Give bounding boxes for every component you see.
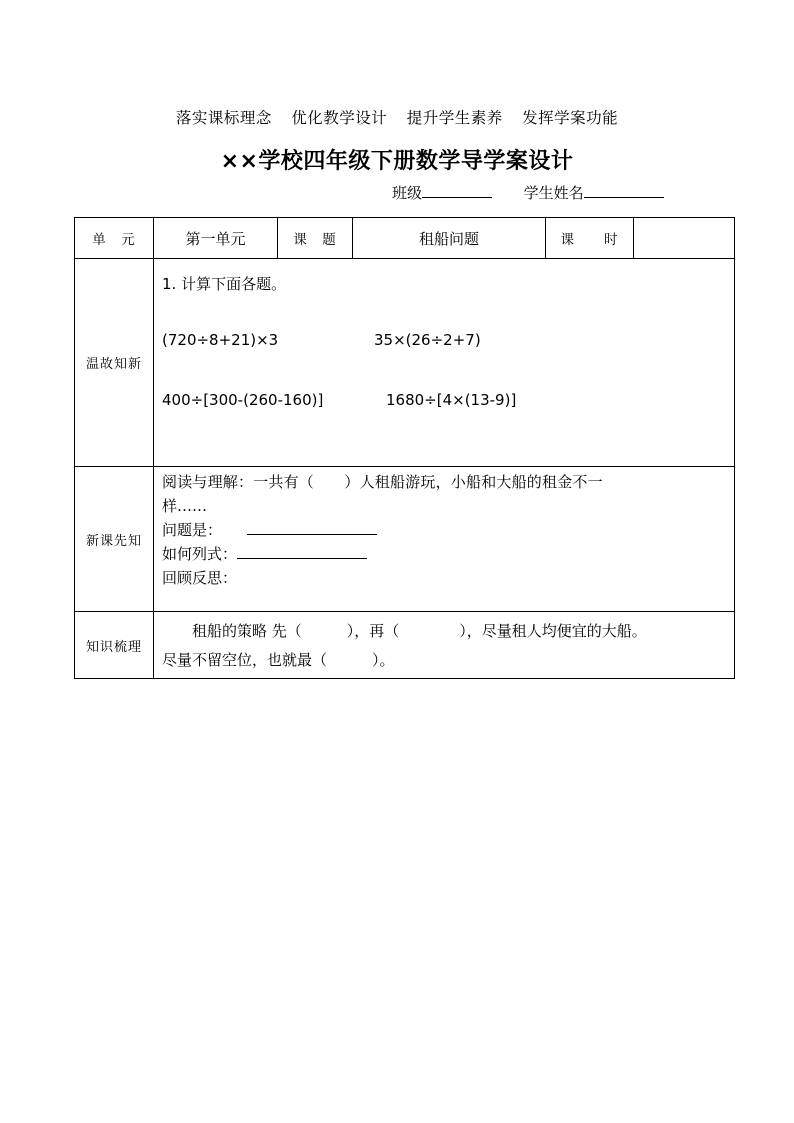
review-label: 温故知新	[75, 259, 154, 467]
motto-line	[0, 106, 794, 128]
formula-label: 如何列式：	[162, 545, 238, 563]
preview-row	[75, 467, 735, 612]
reflection-label: 回顾反思：	[162, 569, 238, 587]
class-blank[interactable]	[422, 183, 492, 198]
topic-value: 租船问题	[353, 218, 546, 259]
exercise-1: (720÷8+21)×3	[162, 331, 279, 349]
review-instruction: 1. 计算下面各题。	[162, 275, 287, 293]
period-label: 课 时	[546, 218, 634, 259]
review-row	[75, 259, 735, 467]
class-label: 班级	[392, 184, 423, 202]
class-name-line	[392, 182, 664, 203]
summary-label: 知识梳理	[75, 612, 154, 679]
period-value[interactable]	[634, 218, 735, 259]
unit-value: 第一单元	[154, 218, 278, 259]
exercise-3: 400÷[300-(260-160)]	[162, 391, 324, 409]
motto-3: 提升学生素养	[406, 109, 503, 127]
unit-label: 单 元	[75, 218, 154, 259]
preview-label: 新课先知	[75, 467, 154, 612]
header-row	[75, 218, 735, 259]
topic-label: 课 题	[278, 218, 353, 259]
review-content	[154, 259, 735, 467]
summary-content	[154, 612, 735, 679]
preview-reading-cont: 样……	[162, 497, 208, 515]
summary-row	[75, 612, 735, 679]
summary-line-2: 尽量不留空位，也就最（ ）。	[162, 651, 395, 669]
motto-4: 发挥学案功能	[522, 109, 619, 127]
motto-1: 落实课标理念	[175, 109, 272, 127]
question-line	[162, 519, 377, 540]
preview-reading: 阅读与理解：一共有（ ）人租船游玩，小船和大船的租金不一	[162, 473, 603, 491]
formula-line	[162, 543, 367, 564]
question-blank[interactable]	[247, 520, 377, 535]
question-label: 问题是：	[162, 521, 223, 539]
worksheet-table	[74, 217, 735, 679]
exercise-4: 1680÷[4×(13-9)]	[386, 391, 517, 409]
student-name-label: 学生姓名	[523, 184, 584, 202]
formula-blank[interactable]	[237, 544, 367, 559]
summary-line-1: 租船的策略 先（ ），再（ ），尽量租人均便宜的大船。	[162, 622, 647, 640]
exercise-2: 35×(26÷2+7)	[374, 331, 481, 349]
preview-content	[154, 467, 735, 612]
page-title: ××学校四年级下册数学导学案设计	[220, 149, 574, 174]
motto-2: 优化教学设计	[291, 109, 388, 127]
student-name-blank[interactable]	[584, 183, 664, 198]
